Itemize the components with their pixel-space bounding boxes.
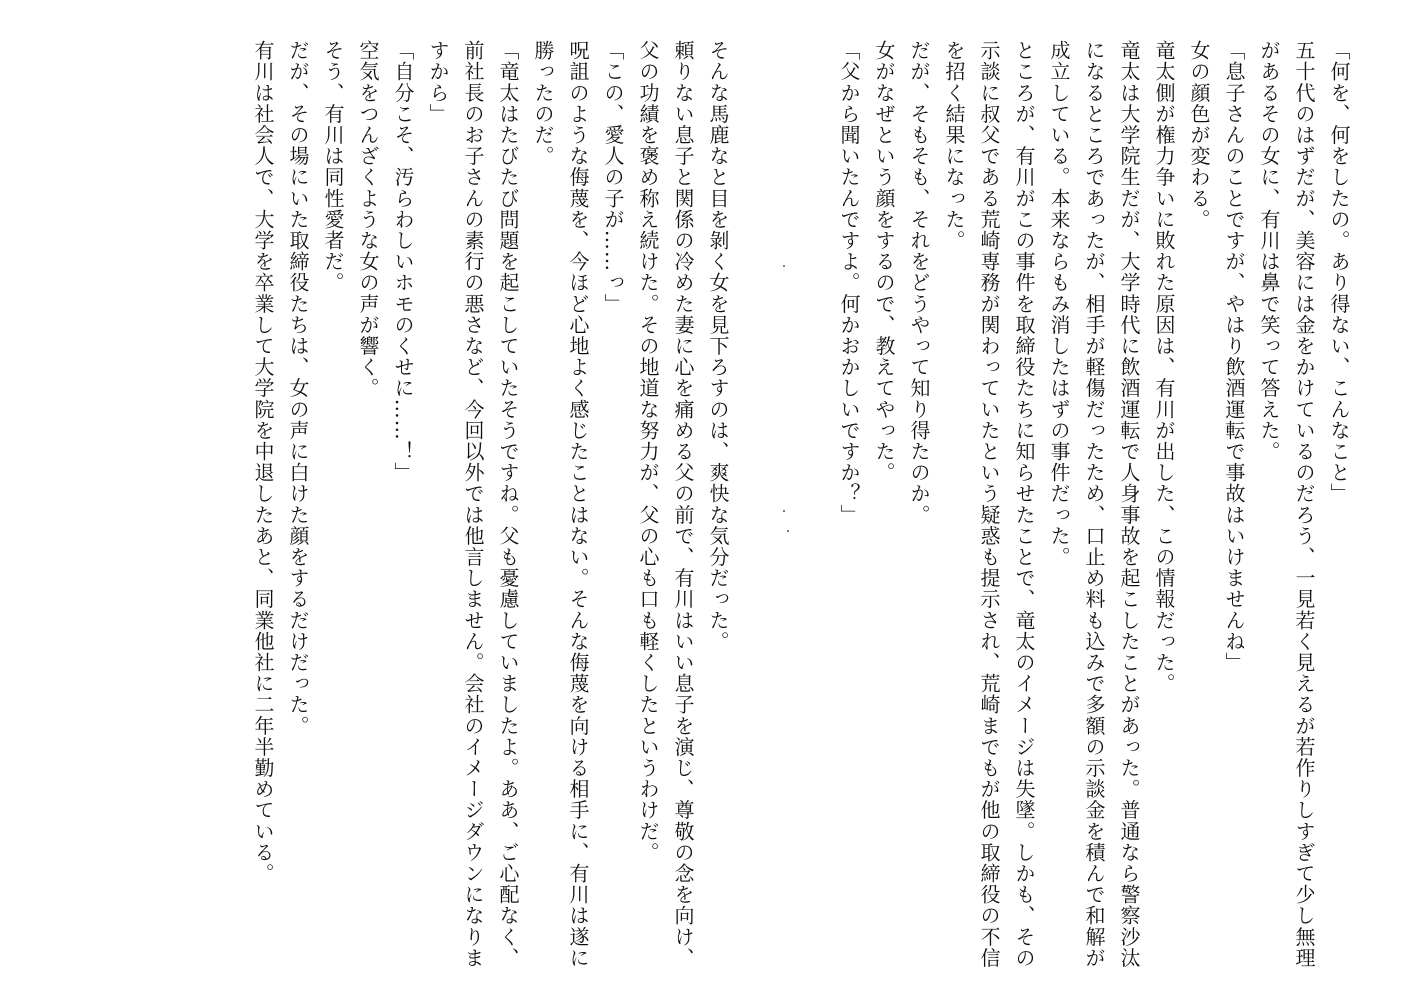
paragraph: だが、その場にいた取締役たちは、女の声に白けた顔をするだけだった。 — [286, 40, 310, 737]
paragraph: 女の顔色が変わる。 — [1187, 40, 1211, 230]
paragraph: 有川は社会人で、大学を卒業して大学院を中退したあと、同業他社に二年半勤めている。 — [251, 40, 275, 884]
paragraph: 「竜太はたびたび問題を起こしていたそうですね。父も憂慮していましたよ。ああ、ご心配なく、前社長のお子さんの素行の悪さなど、今回以外では他言しません。会社のイメージダウンになりますから」 — [426, 40, 520, 969]
paragraph: 五十代のはずだが、美容には金をかけているのだろう、一見若く見えるが若作りしすぎて少し無理があるその女に、有川は鼻で笑って答えた。 — [1257, 40, 1316, 969]
paragraph: そんな馬鹿なと目を剝く女を見下ろすのは、爽快な気分だった。 — [706, 40, 730, 652]
paragraph: 竜太側が権力争いに敗れた原因は、有川が出した、この情報だった。 — [1152, 40, 1176, 695]
scene-break-dot — [783, 510, 785, 512]
paragraph: 「何を、何をしたの。あり得ない、こんなこと」 — [1327, 40, 1351, 505]
paragraph: そう、有川は同性愛者だ。 — [321, 40, 345, 294]
paragraph: 「自分こそ、汚らわしいホモのくせに……！」 — [391, 40, 415, 484]
scene-break-dot — [787, 530, 789, 532]
paragraph: 空気をつんざくような女の声が響く。 — [356, 40, 380, 399]
scene-break — [735, 40, 831, 970]
paragraph: 「息子さんのことですが、やはり飲酒運転で事故はいけませんね」 — [1222, 40, 1246, 673]
paragraph: 頼りない息子と関係の冷めた妻に心を痛める父の前で、有川はいい息子を演じ、尊敬の念を向け、父の功績を褒め称え続けた。その地道な努力が、父の心も口も軽くしたというわけだ。 — [636, 40, 695, 969]
scene-break-dot — [783, 265, 785, 267]
paragraph: だが、そもそも、それをどうやって知り得たのか。 — [907, 40, 931, 526]
paragraph: ところが、有川がこの事件を取締役たちに知らせたことで、竜太のイメージは失墜。しかも、その示談に叔父である荒崎専務が関わっていたという疑惑も提示され、荒崎までもが他の取締役の不信を招く結果になった。 — [942, 40, 1036, 969]
paragraph: 「この、愛人の子が……っ」 — [601, 40, 625, 315]
paragraph: 女がなぜという顔をするので、教えてやった。 — [872, 40, 896, 484]
paragraph: 竜太は大学院生だが、大学時代に飲酒運転で人身事故を起こしたことがあった。普通なら警察沙汰になるところであったが、相手が軽傷だったため、口止め料も込みで多額の示談金を積んで和解が成立している。本来ならもみ消したはずの事件だった。 — [1047, 40, 1141, 969]
paragraph: 呪詛のような侮蔑を、今ほど心地よく感じたことはない。そんな侮蔑を向ける相手に、有川は遂に勝ったのだ。 — [531, 40, 590, 969]
vertical-text-block — [56, 40, 1356, 970]
paragraph: 「父から聞いたんですよ。何かおかしいですか？」 — [837, 40, 861, 526]
